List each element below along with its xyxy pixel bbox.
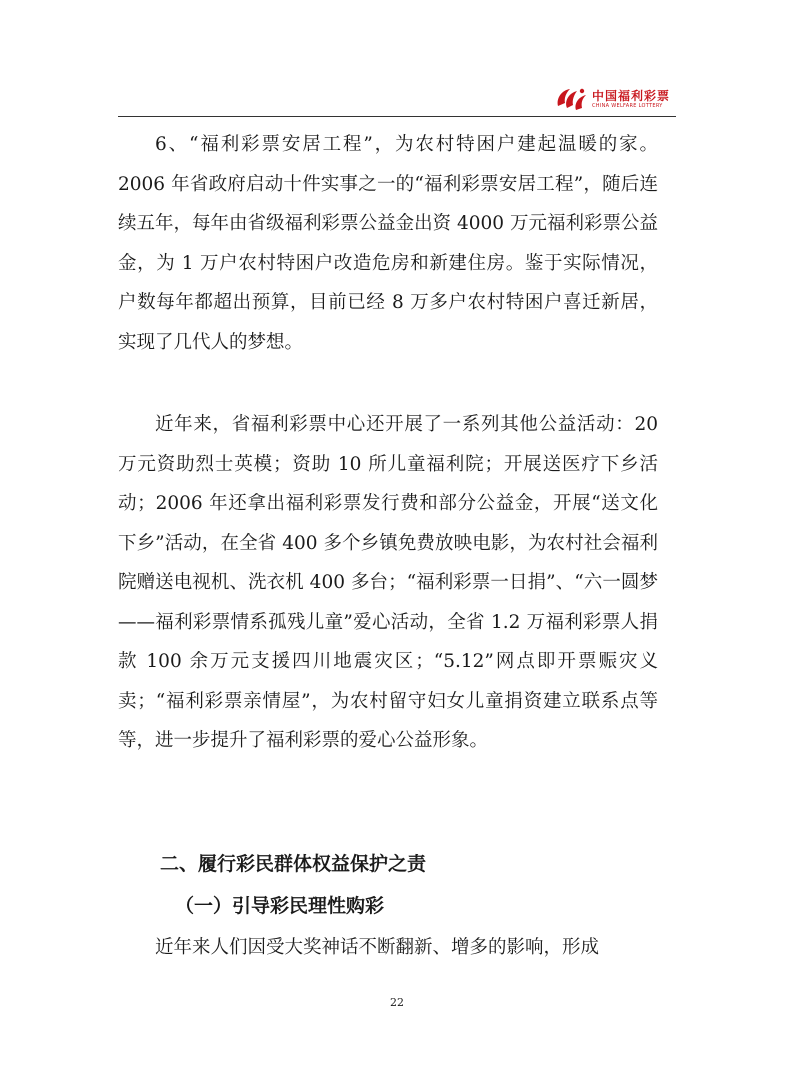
paragraph-housing-project: 6、“福利彩票安居工程”，为农村特困户建起温暖的家。2006 年省政府启动十件实事之一的“福利彩票安居工程”，随后连续五年，每年由省级福利彩票公益金出资 4000 万元福利彩票公益金，为 1 万户农村特困户改造危房和新建住房。鉴于实际情况，户数每年都超出预算，目前已经 8 万多户农村特困户喜迁新居，实现了几代人的梦想。 [118,134,658,353]
lottery-logo-icon [554,86,588,112]
section-heading: 二、履行彩民群体权益保护之责 [160,853,427,875]
subsection-heading: （一）引导彩民理性购彩 [175,895,385,917]
paragraph-public-welfare-activities: 近年来，省福利彩票中心还开展了一系列其他公益活动：20 万元资助烈士英模；资助 10 所儿童福利院；开展送医疗下乡活动；2006 年还拿出福利彩票发行费和部分公益金，开展“送文化下乡”活动，在全省 400 多个乡镇免费放映电影，为农村社会福利院赠送电视机、洗衣机 400 多台；“福利彩票一日捐”、“六一圆梦——福利彩票情系孤残儿童”爱心活动，全省 1.2 万福利彩票人捐款 100 余万元支援四川地震灾区；“5.12”网点即开票赈灾义卖；“福利彩票亲情屋”，为农村留守妇女儿童捐资建立联系点等等，进一步提升了福利彩票的爱心公益形象。 [118,414,658,751]
logo-chinese-text: 中国福利彩票 [591,88,670,103]
logo-english-text: CHINA WELFARE LOTTERY [591,102,663,109]
welfare-lottery-logo [554,86,670,112]
page-number: 22 [390,996,404,1009]
page-header [118,78,676,117]
paragraph-rational-purchase: 近年来人们因受大奖神话不断翻新、增多的影响，形成 [155,937,600,958]
